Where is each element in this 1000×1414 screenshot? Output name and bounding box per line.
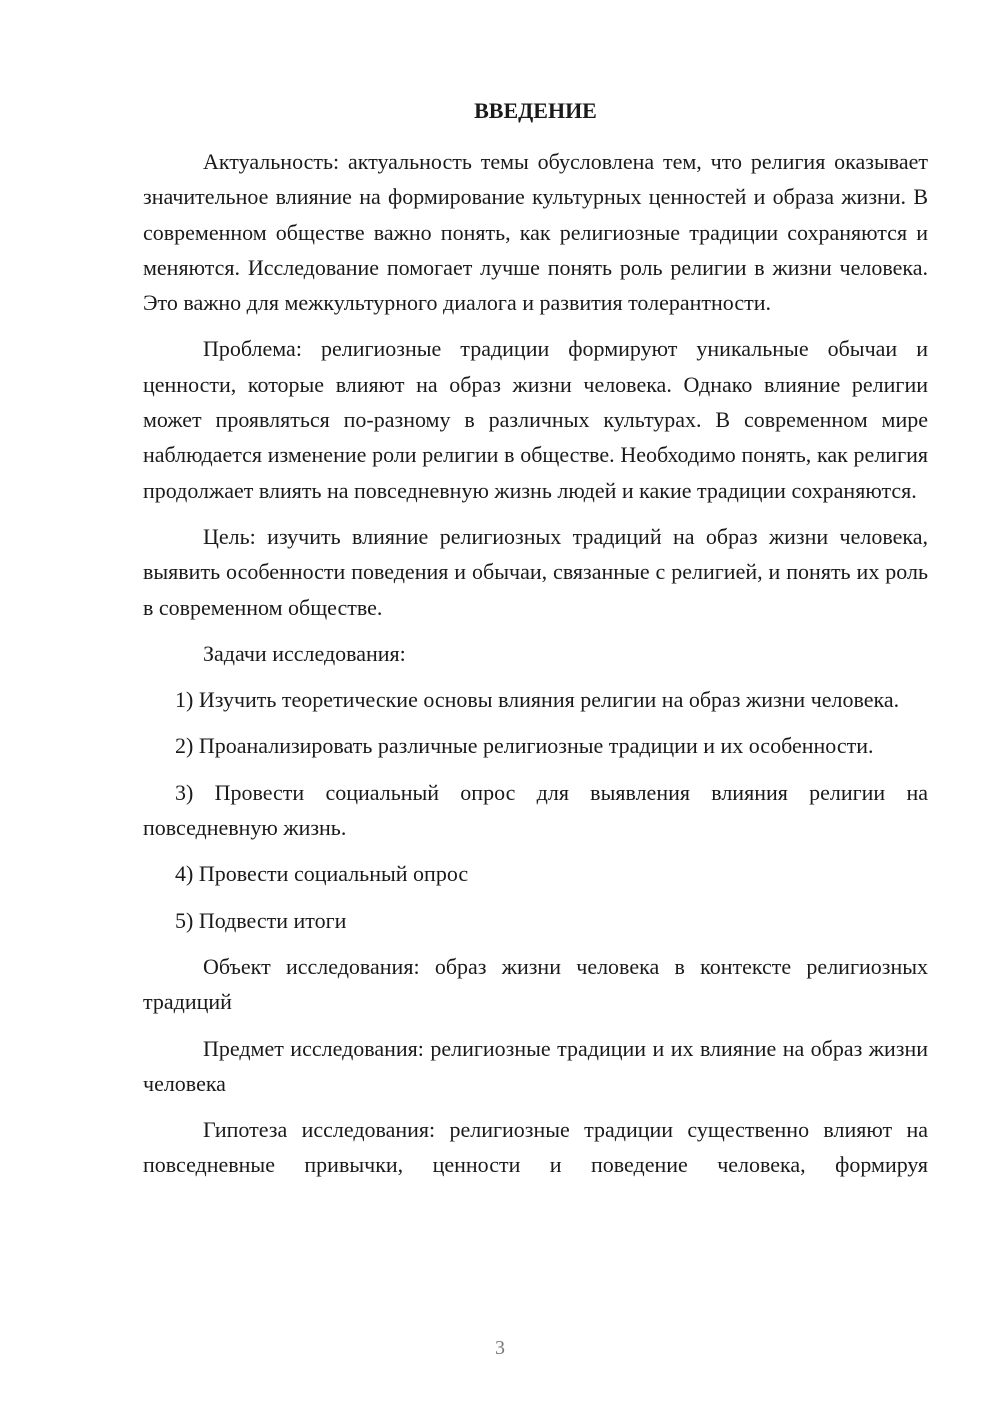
task-item: 2) Проанализировать различные религиозные традиции и их особенности. [175,733,874,759]
task-item: 4) Провести социальный опрос [175,861,469,887]
page-body [143,96,928,1183]
task-item: 3) Провести социальный опрос для выявления влияния религии на повседневную жизнь. [143,779,928,841]
object-paragraph: Объект исследования: образ жизни человека в контексте религиозных традиций [143,953,928,1015]
task-item: 5) Подвести итоги [175,907,347,933]
relevance-paragraph: Актуальность: актуальность темы обусловлена тем, что религия оказывает значительное влияние на формирование культурных ценностей и образа жизни. В современном обществе важно понять, как религиозные традиции сохраняются и меняются. Исследование помогает лучше понять роль религии в жизни человека. Это важно для межкультурного диалога и развития толерантности. [143,149,928,316]
goal-paragraph: Цель: изучить влияние религиозных традиций на образ жизни человека, выявить особенности поведения и обычаи, связанные с религией, и понять их роль в современном обществе. [143,523,928,620]
page-number: 3 [495,1337,505,1359]
tasks-heading: Задачи исследования: [203,640,406,666]
hypothesis-paragraph: Гипотеза исследования: религиозные традиции существенно влияют на повседневные привычки, ценности и поведение человека, формируя [143,1117,928,1178]
problem-paragraph: Проблема: религиозные традиции формируют уникальные обычаи и ценности, которые влияют на образ жизни человека. Однако влияние религии может проявляться по-разному в различных культурах. В современном мире наблюдается изменение роли религии в обществе. Необходимо понять, как религия продолжает влиять на повседневную жизнь людей и какие традиции сохраняются. [143,336,928,503]
subject-paragraph: Предмет исследования: религиозные традиции и их влияние на образ жизни человека [143,1035,928,1096]
task-item: 1) Изучить теоретические основы влияния религии на образ жизни человека. [175,687,900,713]
section-title: ВВЕДЕНИЕ [474,98,597,123]
